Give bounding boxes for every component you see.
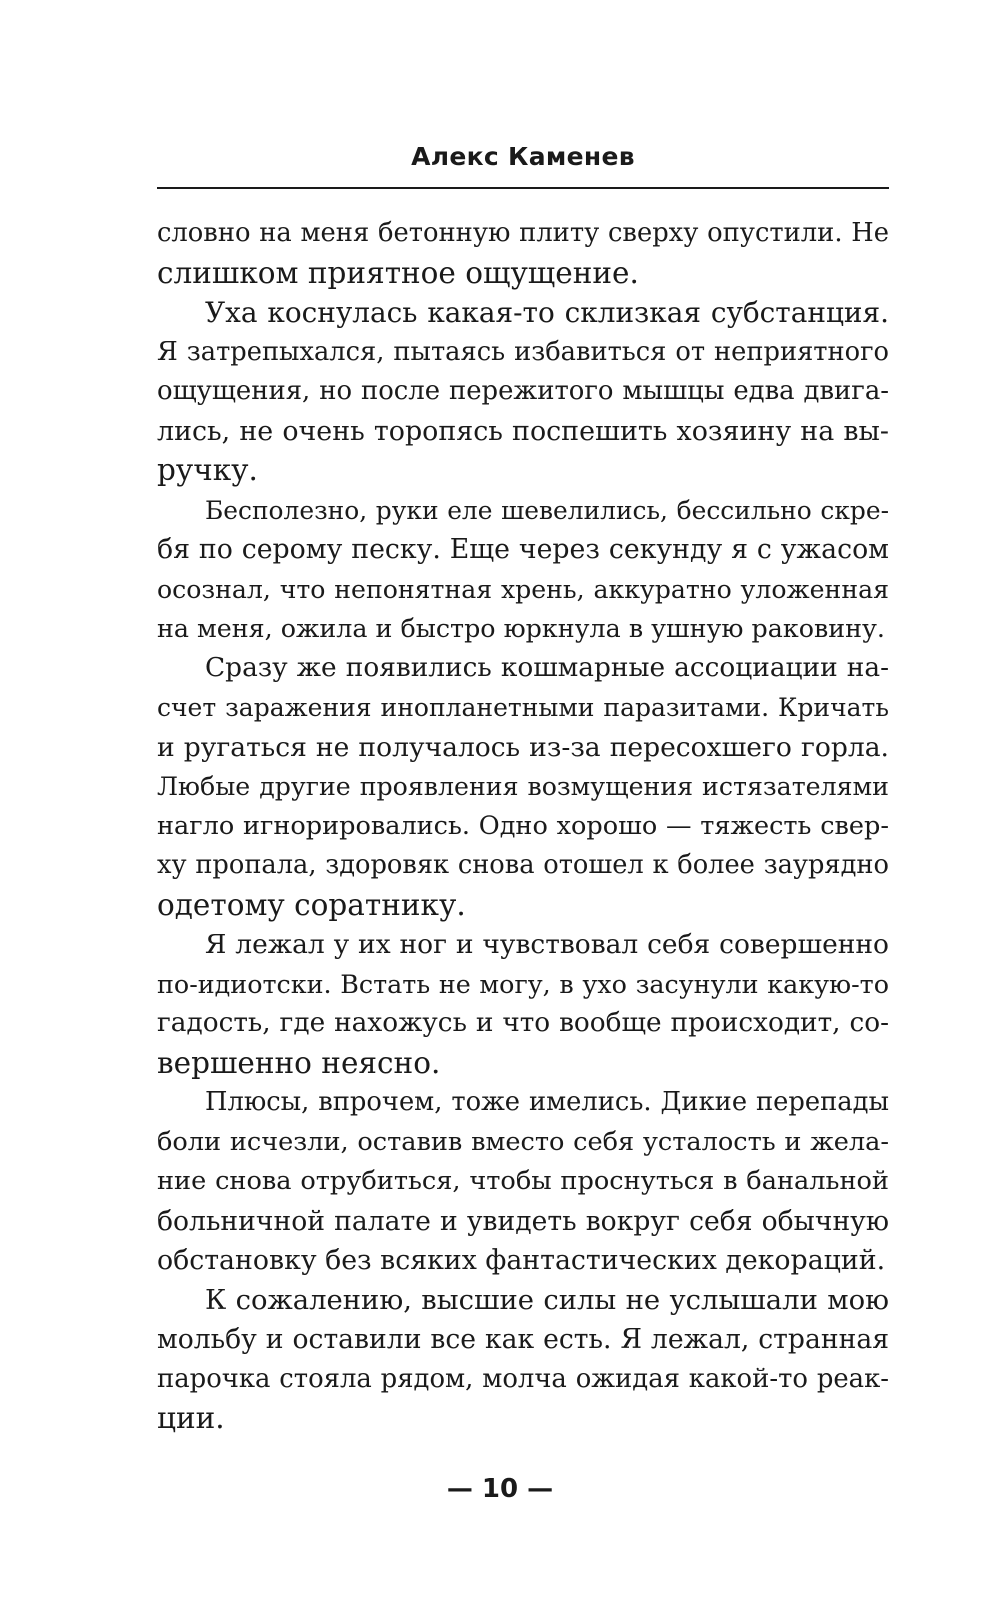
text-line: счет заражения инопланетными паразитами. Кричать bbox=[157, 693, 889, 722]
text-line: Плюсы, впрочем, тоже имелись. Дикие перепады bbox=[205, 1087, 889, 1117]
text-line: по-идиотски. Встать не могу, в ухо засунули какую-то bbox=[157, 968, 889, 999]
header-rule bbox=[157, 187, 889, 189]
text-line: бя по серому песку. Еще через секунду я с ужасом bbox=[157, 534, 889, 565]
text-line: ние снова отрубиться, чтобы проснуться в банальной bbox=[157, 1166, 889, 1196]
text-line: мольбу и оставили все как есть. Я лежал, странная bbox=[157, 1324, 889, 1355]
text-line: Я лежал у их ног и чувствовал себя совершенно bbox=[205, 929, 889, 960]
text-line: ции. bbox=[157, 1401, 225, 1435]
text-line: и ругаться не получалось из-за пересохшего горла. bbox=[157, 731, 889, 763]
text-line: Любые другие проявления возмущения истязателями bbox=[157, 772, 889, 801]
text-line: больничной палате и увидеть вокруг себя обычную bbox=[157, 1205, 889, 1237]
text-line: ручку. bbox=[157, 453, 258, 487]
text-line: нагло игнорировались. Одно хорошо — тяжесть свер- bbox=[157, 810, 889, 841]
body-text bbox=[157, 214, 889, 1439]
text-line: обстановку без всяких фантастических декораций. bbox=[157, 1245, 886, 1276]
text-line: одетому соратнику. bbox=[157, 887, 466, 922]
text-line: слишком приятное ощущение. bbox=[157, 255, 639, 290]
text-line: ху пропала, здоровяк снова отошел к более заурядно bbox=[157, 850, 889, 880]
text-line: Уха коснулась какая-то склизкая субстанция. bbox=[205, 296, 889, 329]
text-line: гадость, где нахожусь и что вообще происходит, со- bbox=[157, 1008, 889, 1038]
text-line: на меня, ожила и быстро юркнула в ушную раковину. bbox=[157, 613, 885, 643]
text-line: вершенно неясно. bbox=[157, 1045, 441, 1080]
text-line: словно на меня бетонную плиту сверху опустили. Не bbox=[157, 218, 889, 248]
text-line: К сожалению, высшие силы не услышали мою bbox=[205, 1284, 889, 1316]
text-line: Я затрепыхался, пытаясь избавиться от неприятного bbox=[157, 336, 889, 367]
text-line: парочка стояла рядом, молча ожидая какой-то реак- bbox=[157, 1363, 889, 1394]
page-number: — 10 — bbox=[446, 1474, 554, 1504]
text-line: Бесполезно, руки еле шевелились, бессильно скре- bbox=[205, 495, 889, 525]
running-header: Алекс Каменев bbox=[411, 142, 635, 171]
text-line: Сразу же появились кошмарные ассоциации на- bbox=[205, 652, 889, 683]
text-line: ощущения, но после пережитого мышцы едва двига- bbox=[157, 376, 889, 406]
text-line: боли исчезли, оставив вместо себя усталость и жела- bbox=[157, 1126, 889, 1157]
text-line: осознал, что непонятная хрень, аккуратно уложенная bbox=[157, 574, 889, 604]
text-line: лись, не очень торопясь поспешить хозяину на вы- bbox=[157, 415, 889, 447]
